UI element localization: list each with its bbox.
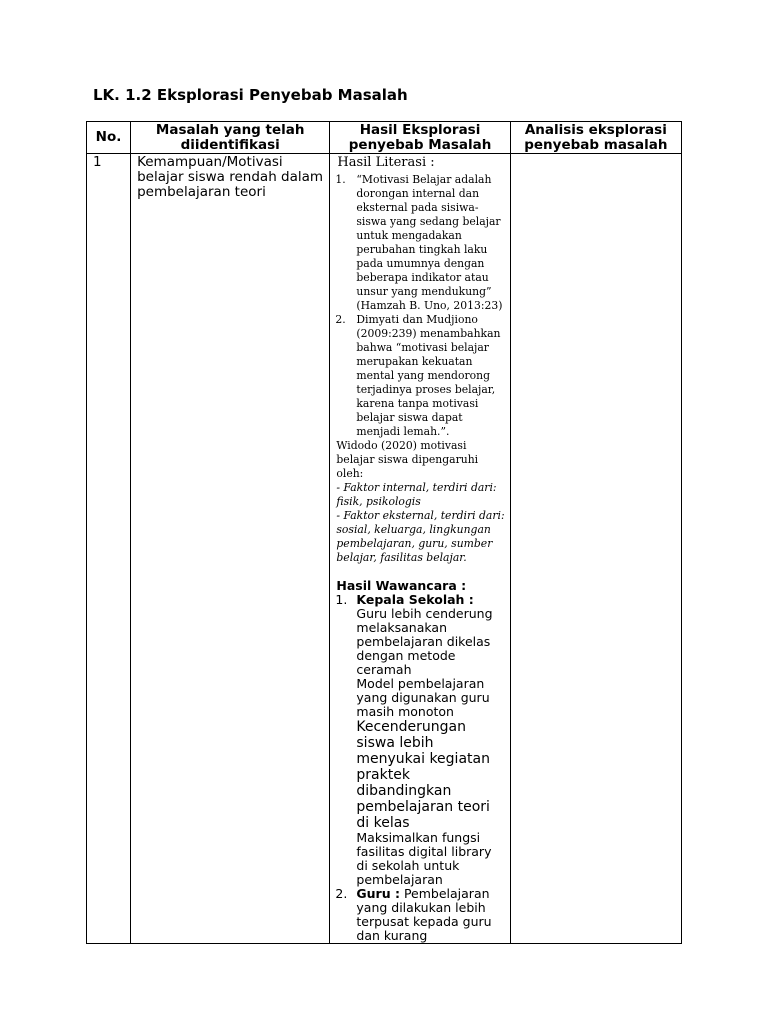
wawancara-line: Model pembelajaran yang digunakan guru masih monoton xyxy=(356,676,490,719)
table-row xyxy=(87,154,682,944)
literasi-text: Dimyati dan Mudjiono (2009:239) menambahkan bahwa “motivasi belajar merupakan kekuatan mental yang mendorong terjadinya proses belajar, karena tanpa motivasi belajar siswa dapat menjadi lemah.”. xyxy=(356,313,501,438)
list-number: 2. xyxy=(335,886,348,901)
eksplorasi-table xyxy=(86,121,682,944)
literasi-item xyxy=(335,173,505,313)
header-hasil: Hasil Eksplorasi penyebab Masalah xyxy=(330,122,510,154)
literasi-list xyxy=(335,173,505,439)
cell-masalah: Kemampuan/Motivasi belajar siswa rendah dalam pembelajaran teori xyxy=(131,154,330,944)
wawancara-label: Kepala Sekolah : xyxy=(356,592,474,607)
cell-hasil xyxy=(330,154,510,944)
wawancara-item xyxy=(335,887,505,943)
wawancara-line: Kecenderungan siswa lebih menyukai kegiatan praktek dibandingkan pembelajaran teori di kelas xyxy=(356,719,490,831)
widodo-faktor-internal: - Faktor internal, terdiri dari: fisik, psikologis xyxy=(336,481,497,508)
wawancara-line: Maksimalkan fungsi fasilitas digital library di sekolah untuk pembelajaran xyxy=(356,830,492,887)
wawancara-text: Pembelajaran yang dilakukan lebih terpusat kepada guru dan kurang xyxy=(356,886,492,943)
literasi-item xyxy=(335,313,505,439)
header-no: No. xyxy=(87,122,131,154)
document-title: LK. 1.2 Eksplorasi Penyebab Masalah xyxy=(93,86,408,104)
cell-no: 1 xyxy=(87,154,131,944)
widodo-faktor-eksternal: - Faktor eksternal, terdiri dari: sosial, keluarga, lingkungan pembelajaran, guru, sumber belajar, fasilitas belajar. xyxy=(336,509,505,564)
header-analisis: Analisis eksplorasi penyebab masalah xyxy=(510,122,681,154)
wawancara-line: Guru lebih cenderung melaksanakan pembelajaran dikelas dengan metode ceramah xyxy=(356,606,493,677)
widodo-intro: Widodo (2020) motivasi belajar siswa dipengaruhi oleh: xyxy=(336,439,479,480)
wawancara-item xyxy=(335,593,505,887)
list-number: 1. xyxy=(335,592,348,607)
list-number: 2. xyxy=(335,313,346,326)
literasi-text: “Motivasi Belajar adalah dorongan internal dan eksternal pada sisiwa-siswa yang sedang belajar untuk mengadakan perubahan tingkah laku pada umumnya dengan beberapa indikator atau unsur yang mendukung” (Hamzah B. Uno, 2013:23) xyxy=(356,173,503,312)
table-header-row xyxy=(87,122,682,154)
wawancara-heading: Hasil Wawancara : xyxy=(336,578,467,593)
header-masalah: Masalah yang telah diidentifikasi xyxy=(131,122,330,154)
cell-analisis xyxy=(510,154,681,944)
wawancara-list xyxy=(335,593,505,943)
list-number: 1. xyxy=(335,173,346,186)
literasi-heading: Hasil Literasi : xyxy=(337,155,435,170)
wawancara-label: Guru : xyxy=(356,886,400,901)
